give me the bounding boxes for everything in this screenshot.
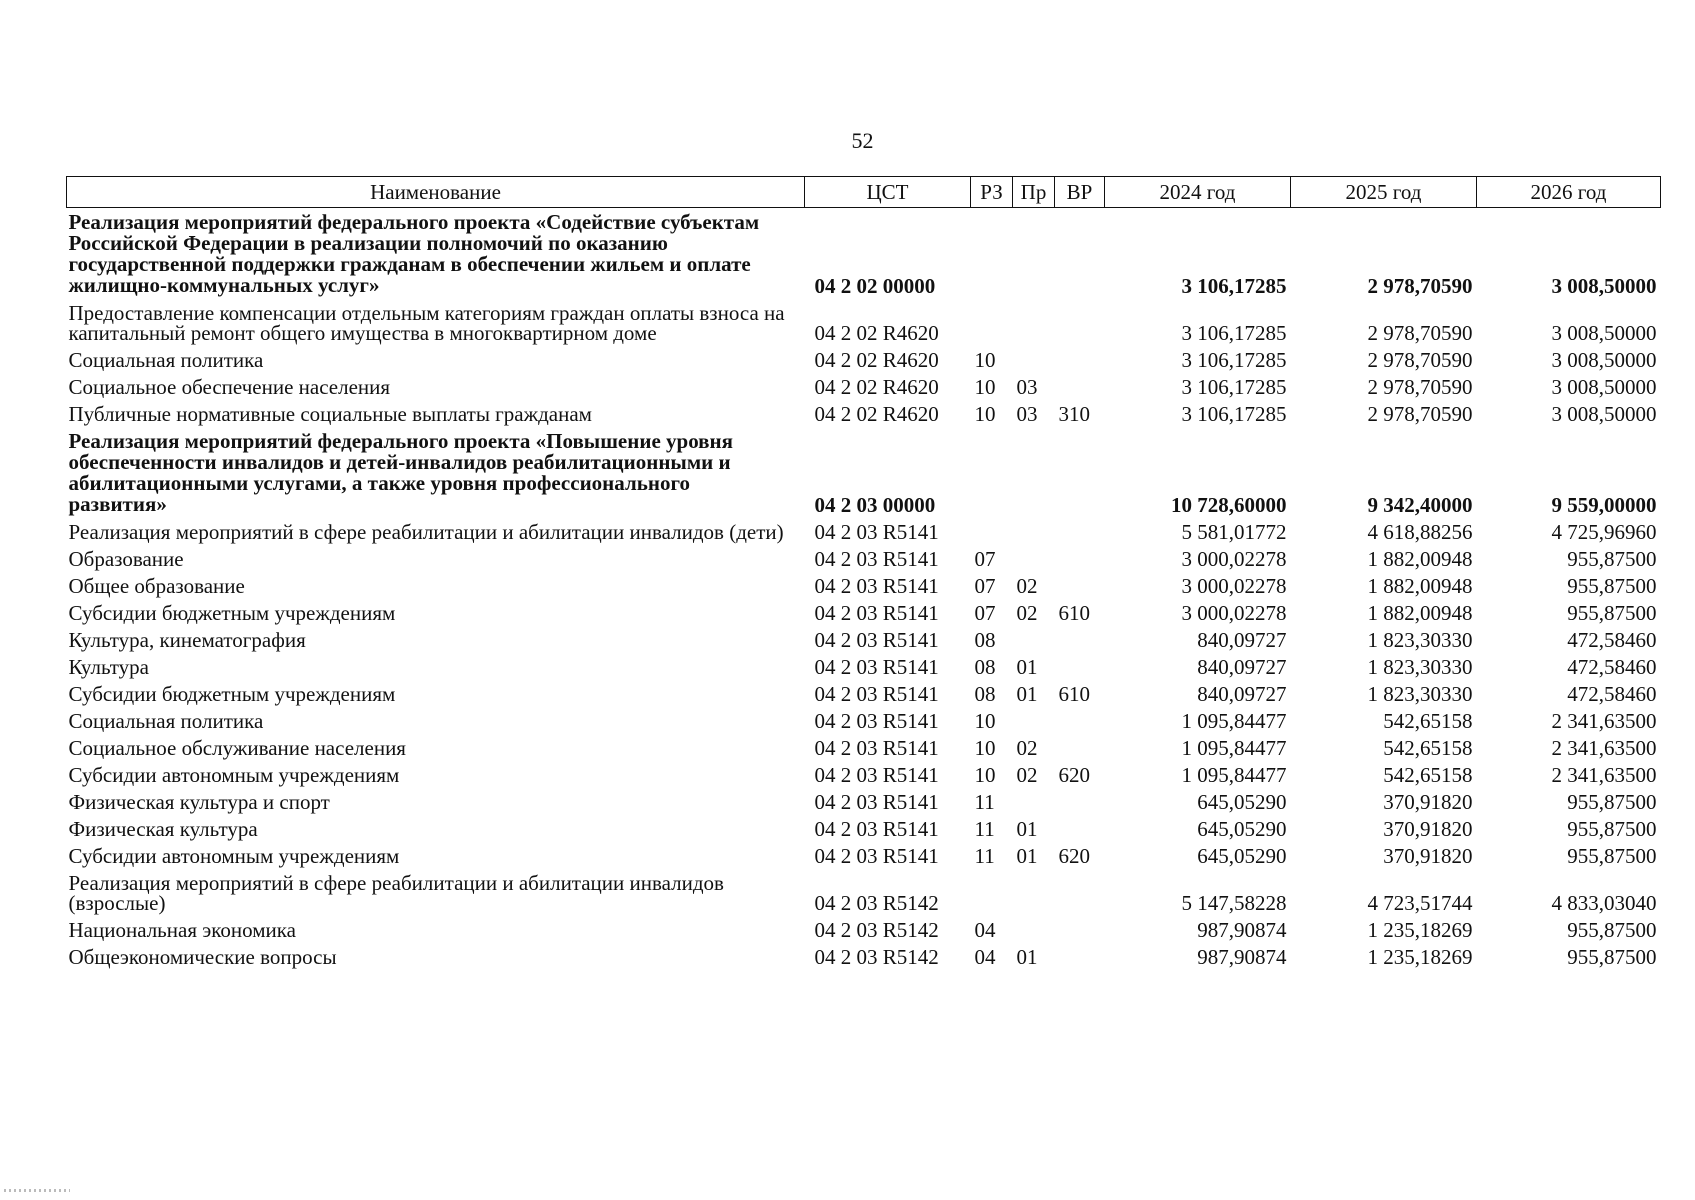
cell-rz: 07 bbox=[974, 574, 996, 598]
cell-2026: 4 833,03040 bbox=[1551, 891, 1657, 915]
cell-cst: 04 2 02 R4620 bbox=[814, 321, 939, 345]
cell-pr bbox=[1013, 427, 1055, 518]
cell-pr bbox=[1013, 346, 1055, 373]
cell-2025: 4 618,88256 bbox=[1367, 520, 1473, 544]
cell-2025: 9 342,40000 bbox=[1367, 493, 1473, 517]
cell-cst: 04 2 03 R5142 bbox=[814, 918, 939, 942]
cell-rz bbox=[971, 299, 1013, 346]
cell-pr bbox=[1013, 869, 1055, 916]
cell-rz bbox=[971, 208, 1013, 300]
cell-2025: 542,65158 bbox=[1383, 736, 1473, 760]
cell-rz bbox=[971, 869, 1013, 916]
cell-rz: 10 bbox=[974, 348, 996, 372]
table-row bbox=[67, 653, 1661, 680]
cell-pr: 01 bbox=[1016, 945, 1038, 969]
cell-2026: 3 008,50000 bbox=[1551, 348, 1657, 372]
cell-2025: 2 978,70590 bbox=[1367, 274, 1473, 298]
cell-cst: 04 2 03 R5141 bbox=[814, 844, 939, 868]
cell-rz: 04 bbox=[974, 945, 996, 969]
header-2025: 2025 год bbox=[1291, 177, 1477, 208]
cell-vr bbox=[1055, 815, 1105, 842]
cell-rz: 08 bbox=[974, 682, 996, 706]
table-row bbox=[67, 346, 1661, 373]
cell-cst: 04 2 03 R5141 bbox=[814, 547, 939, 571]
cell-2025: 2 978,70590 bbox=[1367, 402, 1473, 426]
cell-vr bbox=[1055, 943, 1105, 970]
cell-name: Общеэкономические вопросы bbox=[68, 945, 337, 969]
cell-2024: 645,05290 bbox=[1197, 817, 1287, 841]
scan-artifact bbox=[4, 1189, 70, 1192]
cell-cst: 04 2 03 R5141 bbox=[814, 520, 939, 544]
cell-2025: 542,65158 bbox=[1383, 709, 1473, 733]
cell-2026: 472,58460 bbox=[1567, 655, 1657, 679]
cell-cst: 04 2 02 R4620 bbox=[814, 402, 939, 426]
cell-pr: 01 bbox=[1016, 844, 1038, 868]
cell-2024: 3 106,17285 bbox=[1181, 402, 1287, 426]
cell-vr: 620 bbox=[1058, 763, 1090, 787]
cell-cst: 04 2 03 R5141 bbox=[814, 655, 939, 679]
cell-2025: 1 882,00948 bbox=[1367, 574, 1473, 598]
cell-2024: 987,90874 bbox=[1197, 945, 1287, 969]
cell-2024: 840,09727 bbox=[1197, 682, 1287, 706]
cell-2025: 1 823,30330 bbox=[1367, 628, 1473, 652]
cell-2024: 645,05290 bbox=[1197, 844, 1287, 868]
table-body bbox=[67, 208, 1661, 971]
cell-rz: 08 bbox=[974, 628, 996, 652]
header-rz: РЗ bbox=[971, 177, 1013, 208]
cell-2026: 3 008,50000 bbox=[1551, 274, 1657, 298]
cell-2026: 955,87500 bbox=[1567, 601, 1657, 625]
cell-2024: 10 728,60000 bbox=[1171, 493, 1287, 517]
cell-2024: 3 000,02278 bbox=[1181, 601, 1287, 625]
table-row bbox=[67, 545, 1661, 572]
cell-2026: 3 008,50000 bbox=[1551, 375, 1657, 399]
table-header bbox=[67, 177, 1661, 208]
cell-name: Физическая культура и спорт bbox=[68, 790, 330, 814]
cell-name: Общее образование bbox=[68, 574, 245, 598]
cell-name: Субсидии бюджетным учреждениям bbox=[68, 682, 396, 706]
table-row bbox=[67, 208, 1661, 300]
cell-name: Социальное обслуживание населения bbox=[68, 736, 406, 760]
cell-name: Образование bbox=[68, 547, 184, 571]
cell-2024: 1 095,84477 bbox=[1181, 709, 1287, 733]
table-row bbox=[67, 518, 1661, 545]
cell-cst: 04 2 03 00000 bbox=[814, 493, 936, 517]
cell-vr bbox=[1055, 518, 1105, 545]
cell-2026: 955,87500 bbox=[1567, 817, 1657, 841]
cell-cst: 04 2 03 R5142 bbox=[814, 891, 939, 915]
cell-pr: 03 bbox=[1016, 375, 1038, 399]
cell-2024: 1 095,84477 bbox=[1181, 736, 1287, 760]
cell-rz: 10 bbox=[974, 402, 996, 426]
cell-vr bbox=[1055, 208, 1105, 300]
table-row bbox=[67, 572, 1661, 599]
cell-pr: 01 bbox=[1016, 682, 1038, 706]
page-number: 52 bbox=[851, 128, 874, 153]
cell-pr bbox=[1013, 788, 1055, 815]
cell-2026: 955,87500 bbox=[1567, 790, 1657, 814]
table-row bbox=[67, 299, 1661, 346]
cell-vr: 610 bbox=[1058, 682, 1090, 706]
header-name: Наименование bbox=[67, 177, 805, 208]
cell-pr bbox=[1013, 916, 1055, 943]
cell-vr: 610 bbox=[1058, 601, 1090, 625]
cell-pr bbox=[1013, 626, 1055, 653]
cell-rz: 10 bbox=[974, 763, 996, 787]
cell-pr bbox=[1013, 545, 1055, 572]
cell-name: Социальная политика bbox=[68, 709, 264, 733]
cell-name: Субсидии автономным учреждениям bbox=[68, 763, 400, 787]
cell-vr bbox=[1055, 734, 1105, 761]
cell-2026: 472,58460 bbox=[1567, 682, 1657, 706]
cell-2024: 3 106,17285 bbox=[1181, 348, 1287, 372]
cell-pr: 02 bbox=[1016, 763, 1038, 787]
cell-2024: 3 000,02278 bbox=[1181, 547, 1287, 571]
cell-rz: 11 bbox=[974, 844, 995, 868]
cell-cst: 04 2 03 R5141 bbox=[814, 790, 939, 814]
cell-cst: 04 2 03 R5141 bbox=[814, 736, 939, 760]
cell-cst: 04 2 02 R4620 bbox=[814, 375, 939, 399]
cell-vr: 310 bbox=[1058, 402, 1090, 426]
cell-rz bbox=[971, 518, 1013, 545]
table-row bbox=[67, 788, 1661, 815]
cell-2024: 3 000,02278 bbox=[1181, 574, 1287, 598]
cell-rz bbox=[971, 427, 1013, 518]
cell-vr bbox=[1055, 545, 1105, 572]
cell-vr bbox=[1055, 916, 1105, 943]
table-row bbox=[67, 707, 1661, 734]
cell-rz: 08 bbox=[974, 655, 996, 679]
cell-pr: 01 bbox=[1016, 817, 1038, 841]
table-row bbox=[67, 680, 1661, 707]
cell-name: Культура, кинематография bbox=[68, 628, 306, 652]
cell-2024: 5 581,01772 bbox=[1181, 520, 1287, 544]
cell-name: Субсидии бюджетным учреждениям bbox=[68, 601, 396, 625]
cell-vr bbox=[1055, 869, 1105, 916]
cell-rz: 10 bbox=[974, 709, 996, 733]
cell-2025: 4 723,51744 bbox=[1367, 891, 1473, 915]
cell-2024: 3 106,17285 bbox=[1181, 274, 1287, 298]
cell-rz: 10 bbox=[974, 736, 996, 760]
cell-2026: 472,58460 bbox=[1567, 628, 1657, 652]
cell-rz: 10 bbox=[974, 375, 996, 399]
cell-2025: 542,65158 bbox=[1383, 763, 1473, 787]
header-2026: 2026 год bbox=[1477, 177, 1661, 208]
cell-vr bbox=[1055, 572, 1105, 599]
cell-2026: 955,87500 bbox=[1567, 918, 1657, 942]
cell-cst: 04 2 03 R5141 bbox=[814, 763, 939, 787]
cell-name: Реализация мероприятий федерального проекта «Содействие субъектам Российской Федерации в реализации полномочий по оказанию государственной поддержки гражданам в обеспечении жильем и оплате жилищно-коммунальных услуг» bbox=[68, 210, 760, 297]
cell-2026: 955,87500 bbox=[1567, 844, 1657, 868]
cell-cst: 04 2 02 R4620 bbox=[814, 348, 939, 372]
cell-vr bbox=[1055, 299, 1105, 346]
header-2024: 2024 год bbox=[1105, 177, 1291, 208]
cell-2026: 955,87500 bbox=[1567, 547, 1657, 571]
cell-2024: 987,90874 bbox=[1197, 918, 1287, 942]
cell-2024: 1 095,84477 bbox=[1181, 763, 1287, 787]
cell-2024: 3 106,17285 bbox=[1181, 375, 1287, 399]
cell-2025: 1 823,30330 bbox=[1367, 655, 1473, 679]
header-row bbox=[67, 177, 1661, 208]
table-row bbox=[67, 761, 1661, 788]
cell-pr bbox=[1013, 707, 1055, 734]
cell-cst: 04 2 03 R5141 bbox=[814, 709, 939, 733]
cell-cst: 04 2 03 R5141 bbox=[814, 601, 939, 625]
table-row bbox=[67, 427, 1661, 518]
cell-2026: 955,87500 bbox=[1567, 574, 1657, 598]
cell-pr bbox=[1013, 208, 1055, 300]
header-cst: ЦСТ bbox=[805, 177, 971, 208]
cell-2025: 2 978,70590 bbox=[1367, 348, 1473, 372]
cell-pr: 01 bbox=[1016, 655, 1038, 679]
cell-2025: 370,91820 bbox=[1383, 844, 1473, 868]
cell-vr bbox=[1055, 626, 1105, 653]
table-row bbox=[67, 842, 1661, 869]
cell-pr bbox=[1013, 299, 1055, 346]
cell-2026: 3 008,50000 bbox=[1551, 321, 1657, 345]
cell-cst: 04 2 02 00000 bbox=[814, 274, 936, 298]
cell-2026: 2 341,63500 bbox=[1551, 709, 1657, 733]
cell-cst: 04 2 03 R5141 bbox=[814, 817, 939, 841]
cell-name: Публичные нормативные социальные выплаты гражданам bbox=[68, 402, 592, 426]
cell-rz: 11 bbox=[974, 817, 995, 841]
cell-name: Предоставление компенсации отдельным категориям граждан оплаты взноса на капитальный ремонт общего имущества в многоквартирном доме bbox=[68, 301, 785, 345]
cell-pr bbox=[1013, 518, 1055, 545]
cell-2026: 3 008,50000 bbox=[1551, 402, 1657, 426]
cell-2025: 2 978,70590 bbox=[1367, 375, 1473, 399]
table-row bbox=[67, 869, 1661, 916]
table-row bbox=[67, 400, 1661, 427]
cell-pr: 02 bbox=[1016, 736, 1038, 760]
cell-name: Реализация мероприятий федерального проекта «Повышение уровня обеспеченности инвалидов и детей-инвалидов реабилитационными и абилитационными услугами, а также уровня профессионального развития» bbox=[68, 429, 733, 516]
header-vr: ВР bbox=[1055, 177, 1105, 208]
cell-2026: 955,87500 bbox=[1567, 945, 1657, 969]
cell-cst: 04 2 03 R5141 bbox=[814, 682, 939, 706]
cell-cst: 04 2 03 R5141 bbox=[814, 574, 939, 598]
cell-2025: 1 235,18269 bbox=[1367, 918, 1473, 942]
cell-pr: 03 bbox=[1016, 402, 1038, 426]
cell-2026: 4 725,96960 bbox=[1551, 520, 1657, 544]
cell-2024: 3 106,17285 bbox=[1181, 321, 1287, 345]
cell-vr bbox=[1055, 788, 1105, 815]
cell-2025: 1 882,00948 bbox=[1367, 547, 1473, 571]
cell-2025: 1 235,18269 bbox=[1367, 945, 1473, 969]
budget-table bbox=[66, 176, 1661, 970]
cell-name: Социальная политика bbox=[68, 348, 264, 372]
cell-name: Реализация мероприятий в сфере реабилитации и абилитации инвалидов (взрослые) bbox=[68, 871, 724, 915]
cell-vr bbox=[1055, 346, 1105, 373]
cell-vr bbox=[1055, 373, 1105, 400]
cell-name: Культура bbox=[68, 655, 149, 679]
cell-rz: 07 bbox=[974, 547, 996, 571]
table-row bbox=[67, 916, 1661, 943]
cell-2025: 370,91820 bbox=[1383, 790, 1473, 814]
cell-2024: 645,05290 bbox=[1197, 790, 1287, 814]
cell-vr: 620 bbox=[1058, 844, 1090, 868]
cell-2026: 9 559,00000 bbox=[1551, 493, 1657, 517]
cell-2025: 370,91820 bbox=[1383, 817, 1473, 841]
cell-2024: 840,09727 bbox=[1197, 655, 1287, 679]
cell-name: Реализация мероприятий в сфере реабилитации и абилитации инвалидов (дети) bbox=[68, 520, 784, 544]
cell-2025: 1 882,00948 bbox=[1367, 601, 1473, 625]
cell-vr bbox=[1055, 707, 1105, 734]
table-row bbox=[67, 373, 1661, 400]
cell-rz: 07 bbox=[974, 601, 996, 625]
cell-2025: 2 978,70590 bbox=[1367, 321, 1473, 345]
cell-2024: 840,09727 bbox=[1197, 628, 1287, 652]
table-row bbox=[67, 943, 1661, 970]
cell-pr: 02 bbox=[1016, 601, 1038, 625]
cell-rz: 04 bbox=[974, 918, 996, 942]
table-row bbox=[67, 626, 1661, 653]
cell-2025: 1 823,30330 bbox=[1367, 682, 1473, 706]
cell-2026: 2 341,63500 bbox=[1551, 763, 1657, 787]
table-row bbox=[67, 815, 1661, 842]
cell-cst: 04 2 03 R5142 bbox=[814, 945, 939, 969]
cell-vr bbox=[1055, 427, 1105, 518]
table-row bbox=[67, 734, 1661, 761]
cell-name: Субсидии автономным учреждениям bbox=[68, 844, 400, 868]
cell-2024: 5 147,58228 bbox=[1181, 891, 1287, 915]
cell-2026: 2 341,63500 bbox=[1551, 736, 1657, 760]
table-row bbox=[67, 599, 1661, 626]
cell-name: Физическая культура bbox=[68, 817, 258, 841]
cell-cst: 04 2 03 R5141 bbox=[814, 628, 939, 652]
cell-pr: 02 bbox=[1016, 574, 1038, 598]
cell-name: Социальное обеспечение населения bbox=[68, 375, 391, 399]
cell-vr bbox=[1055, 653, 1105, 680]
cell-rz: 11 bbox=[974, 790, 995, 814]
cell-name: Национальная экономика bbox=[68, 918, 296, 942]
header-pr: Пр bbox=[1013, 177, 1055, 208]
